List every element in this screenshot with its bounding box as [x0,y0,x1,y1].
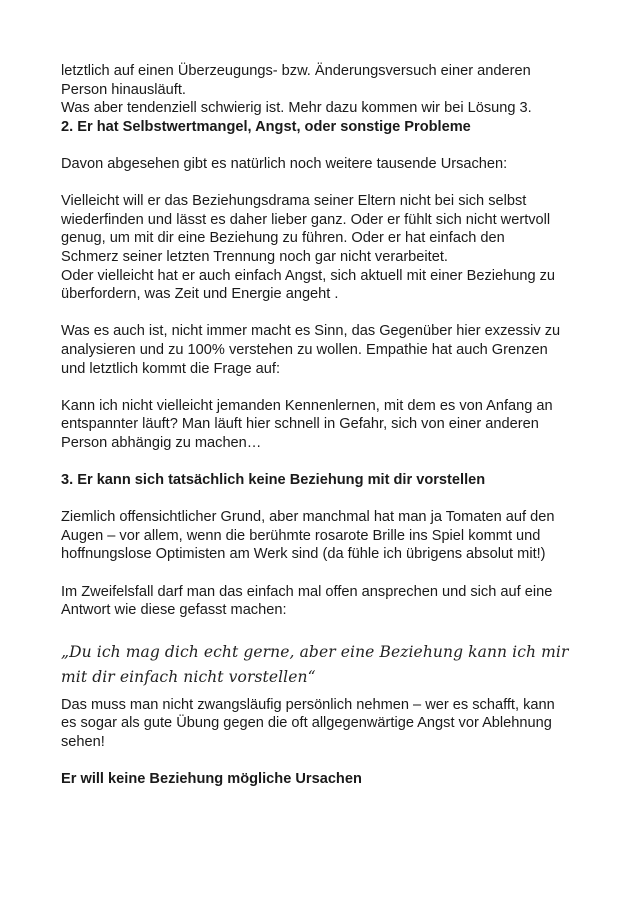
text-line: Antwort wie diese gefasst machen: [61,602,287,619]
paragraph-intro [61,62,581,118]
text-line: Schmerz seiner letzten Trennung noch gar nicht verarbeitet. [61,248,448,265]
text-line: Ziemlich offensichtlicher Grund, aber manchmal hat man ja Tomaten auf den [61,509,555,526]
text-line: Augen – vor allem, wenn die berühmte rosarote Brille ins Spiel kommt und [61,527,541,544]
text-line: analysieren und zu 100% verstehen zu wollen. Empathie hat auch Grenzen [61,341,548,358]
text-line: Kann ich nicht vielleicht jemanden Kennenlernen, mit dem es von Anfang an [61,397,553,414]
quote-line: mit dir einfach nicht vorstellen“ [61,667,316,686]
text-line: Was es auch ist, nicht immer macht es Sinn, das Gegenüber hier exzessiv zu [61,323,561,340]
section-heading-3: 3. Er kann sich tatsächlich keine Beziehung mit dir vorstellen [61,472,486,489]
text-line: sehen! [61,734,105,750]
text-line: Person hinausläuft. [61,81,186,98]
paragraph-other-causes [61,155,581,174]
section-heading-4: Er will keine Beziehung mögliche Ursachen [61,771,362,788]
text-line: wiederfinden und lässt es daher lieber ganz. Oder er fühlt sich nicht wertvoll [61,211,551,228]
paragraph-practice [61,696,581,752]
paragraph-ask-openly [61,583,581,620]
text-line: letztlich auf einen Überzeugungs- bzw. Änderungsversuch einer anderen [61,63,531,79]
text-line: Vielleicht will er das Beziehungsdrama seiner Eltern nicht bei sich selbst [61,193,527,210]
text-line: Person abhängig zu machen… [61,434,262,451]
paragraph-question [61,397,581,453]
text-line: Das muss man nicht zwangsläufig persönlich nehmen – wer es schafft, kann [61,696,555,713]
text-line: entspannter läuft? Man läuft hier schnell in Gefahr, sich von einer anderen [61,416,539,433]
document-page [61,62,581,789]
text-line: Im Zweifelsfall darf man das einfach mal offen ansprechen und sich auf eine [61,583,553,600]
paragraph-obvious-reason [61,508,581,564]
quote-line: „Du ich mag dich echt gerne, aber eine Beziehung kann ich mir [61,642,569,661]
text-line: es sogar als gute Übung gegen die oft allgegenwärtige Angst vor Ablehnung [61,715,552,732]
text-line: überfordern, was Zeit und Energie angeht . [61,286,339,303]
text-line: hoffnungslose Optimisten am Werk sind (da fühle ich übrigens absolut mit!) [61,546,546,563]
text-line: Davon abgesehen gibt es natürlich noch weitere tausende Ursachen: [61,155,508,172]
text-line: genug, um mit dir eine Beziehung zu führen. Oder er hat einfach den [61,230,505,247]
quote-block [61,640,581,690]
text-line: Was aber tendenziell schwierig ist. Mehr dazu kommen wir bei Lösung 3. [61,100,532,117]
paragraph-empathy [61,322,581,378]
text-line: Oder vielleicht hat er auch einfach Angst, sich aktuell mit einer Beziehung zu [61,267,556,284]
section-heading-2: 2. Er hat Selbstwertmangel, Angst, oder sonstige Probleme [61,118,471,135]
text-line: und letztlich kommt die Frage auf: [61,360,281,377]
paragraph-maybe [61,192,581,304]
